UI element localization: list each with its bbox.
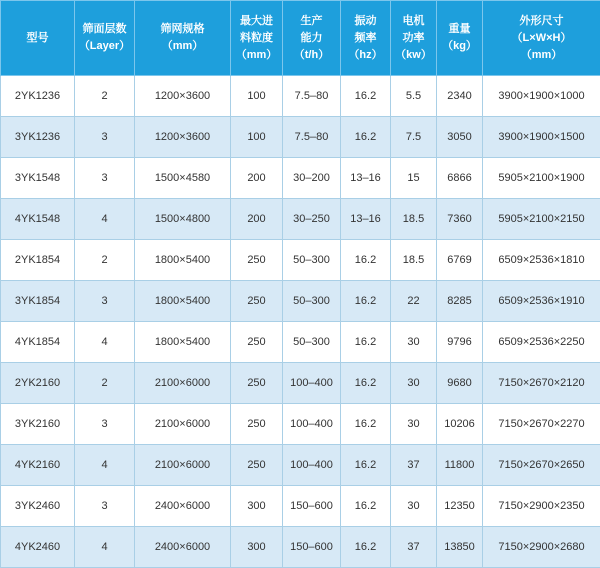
cell-max-feed-size: 100 — [231, 76, 283, 117]
cell-weight: 8285 — [437, 281, 483, 322]
cell-dimensions: 6509×2536×1910 — [483, 281, 600, 322]
cell-frequency: 16.2 — [341, 240, 391, 281]
header-motor-power — [391, 1, 437, 76]
header-layers — [75, 1, 135, 76]
cell-weight: 13850 — [437, 527, 483, 568]
header-line: 功率 — [391, 30, 436, 47]
cell-max-feed-size: 250 — [231, 240, 283, 281]
cell-weight: 12350 — [437, 486, 483, 527]
cell-dimensions: 7150×2670×2120 — [483, 363, 600, 404]
header-line: （kg） — [437, 38, 482, 55]
table-row — [1, 363, 600, 404]
cell-frequency: 16.2 — [341, 281, 391, 322]
cell-screen-size: 2400×6000 — [135, 486, 231, 527]
cell-capacity: 30–250 — [283, 199, 341, 240]
cell-screen-size: 1800×5400 — [135, 240, 231, 281]
cell-max-feed-size: 100 — [231, 117, 283, 158]
header-line: 频率 — [341, 30, 390, 47]
cell-model: 3YK2460 — [1, 486, 75, 527]
cell-max-feed-size: 250 — [231, 445, 283, 486]
header-line: 最大进 — [231, 13, 282, 30]
header-capacity — [283, 1, 341, 76]
cell-max-feed-size: 200 — [231, 199, 283, 240]
cell-weight: 9680 — [437, 363, 483, 404]
cell-layers: 2 — [75, 76, 135, 117]
header-line: （mm） — [135, 38, 230, 55]
header-weight — [437, 1, 483, 76]
cell-frequency: 16.2 — [341, 76, 391, 117]
cell-dimensions: 7150×2670×2270 — [483, 404, 600, 445]
cell-model: 2YK2160 — [1, 363, 75, 404]
table-row — [1, 117, 600, 158]
header-line: （Layer） — [75, 38, 134, 55]
cell-frequency: 13–16 — [341, 199, 391, 240]
cell-capacity: 150–600 — [283, 527, 341, 568]
header-dimensions — [483, 1, 600, 76]
cell-model: 3YK2160 — [1, 404, 75, 445]
cell-model: 2YK1236 — [1, 76, 75, 117]
cell-frequency: 16.2 — [341, 117, 391, 158]
cell-weight: 10206 — [437, 404, 483, 445]
cell-motor-power: 30 — [391, 486, 437, 527]
header-line: 电机 — [391, 13, 436, 30]
cell-max-feed-size: 200 — [231, 158, 283, 199]
cell-max-feed-size: 250 — [231, 281, 283, 322]
cell-dimensions: 3900×1900×1500 — [483, 117, 600, 158]
cell-capacity: 50–300 — [283, 322, 341, 363]
cell-screen-size: 2400×6000 — [135, 527, 231, 568]
header-line: 型号 — [1, 30, 74, 47]
table-body — [1, 76, 600, 568]
cell-model: 4YK1548 — [1, 199, 75, 240]
header-frequency — [341, 1, 391, 76]
cell-layers: 3 — [75, 404, 135, 445]
header-max-feed-size — [231, 1, 283, 76]
cell-motor-power: 37 — [391, 527, 437, 568]
cell-layers: 3 — [75, 158, 135, 199]
header-line: 外形尺寸 — [483, 13, 600, 30]
table-row — [1, 76, 600, 117]
table-row — [1, 158, 600, 199]
cell-layers: 3 — [75, 281, 135, 322]
cell-capacity: 50–300 — [283, 240, 341, 281]
cell-motor-power: 30 — [391, 363, 437, 404]
cell-layers: 2 — [75, 240, 135, 281]
cell-max-feed-size: 300 — [231, 527, 283, 568]
header-line: 能力 — [283, 30, 340, 47]
cell-screen-size: 1800×5400 — [135, 322, 231, 363]
cell-capacity: 100–400 — [283, 404, 341, 445]
cell-model: 3YK1854 — [1, 281, 75, 322]
header-model — [1, 1, 75, 76]
cell-model: 4YK2160 — [1, 445, 75, 486]
table-row — [1, 404, 600, 445]
cell-frequency: 16.2 — [341, 322, 391, 363]
cell-motor-power: 37 — [391, 445, 437, 486]
table-row — [1, 527, 600, 568]
cell-screen-size: 1500×4580 — [135, 158, 231, 199]
cell-frequency: 16.2 — [341, 363, 391, 404]
table-row — [1, 240, 600, 281]
cell-frequency: 16.2 — [341, 527, 391, 568]
header-line: （t/h） — [283, 47, 340, 64]
cell-screen-size: 1200×3600 — [135, 117, 231, 158]
cell-screen-size: 1500×4800 — [135, 199, 231, 240]
cell-screen-size: 1200×3600 — [135, 76, 231, 117]
cell-capacity: 150–600 — [283, 486, 341, 527]
cell-screen-size: 2100×6000 — [135, 363, 231, 404]
cell-dimensions: 6509×2536×2250 — [483, 322, 600, 363]
cell-frequency: 16.2 — [341, 445, 391, 486]
header-line: （mm） — [231, 47, 282, 64]
cell-max-feed-size: 250 — [231, 363, 283, 404]
table-row — [1, 199, 600, 240]
cell-screen-size: 2100×6000 — [135, 404, 231, 445]
cell-dimensions: 7150×2900×2350 — [483, 486, 600, 527]
cell-capacity: 50–300 — [283, 281, 341, 322]
cell-dimensions: 3900×1900×1000 — [483, 76, 600, 117]
cell-model: 4YK2460 — [1, 527, 75, 568]
cell-layers: 3 — [75, 117, 135, 158]
cell-motor-power: 15 — [391, 158, 437, 199]
table-row — [1, 322, 600, 363]
cell-weight: 6769 — [437, 240, 483, 281]
cell-layers: 4 — [75, 445, 135, 486]
cell-layers: 4 — [75, 322, 135, 363]
cell-weight: 9796 — [437, 322, 483, 363]
cell-dimensions: 6509×2536×1810 — [483, 240, 600, 281]
cell-dimensions: 7150×2900×2680 — [483, 527, 600, 568]
header-line: （L×W×H） — [483, 30, 600, 47]
cell-dimensions: 5905×2100×1900 — [483, 158, 600, 199]
cell-model: 4YK1854 — [1, 322, 75, 363]
cell-weight: 11800 — [437, 445, 483, 486]
cell-screen-size: 2100×6000 — [135, 445, 231, 486]
cell-layers: 4 — [75, 527, 135, 568]
cell-capacity: 100–400 — [283, 363, 341, 404]
cell-layers: 3 — [75, 486, 135, 527]
cell-weight: 7360 — [437, 199, 483, 240]
cell-motor-power: 18.5 — [391, 240, 437, 281]
cell-capacity: 100–400 — [283, 445, 341, 486]
cell-max-feed-size: 250 — [231, 322, 283, 363]
cell-motor-power: 22 — [391, 281, 437, 322]
cell-layers: 4 — [75, 199, 135, 240]
header-line: 重量 — [437, 21, 482, 38]
cell-motor-power: 30 — [391, 322, 437, 363]
cell-weight: 3050 — [437, 117, 483, 158]
cell-frequency: 16.2 — [341, 404, 391, 445]
cell-motor-power: 30 — [391, 404, 437, 445]
cell-capacity: 7.5–80 — [283, 117, 341, 158]
cell-model: 3YK1236 — [1, 117, 75, 158]
header-line: （mm） — [483, 47, 600, 64]
header-line: 筛面层数 — [75, 21, 134, 38]
header-row — [1, 1, 600, 76]
cell-capacity: 7.5–80 — [283, 76, 341, 117]
cell-max-feed-size: 250 — [231, 404, 283, 445]
table-row — [1, 445, 600, 486]
header-line: 生产 — [283, 13, 340, 30]
cell-motor-power: 18.5 — [391, 199, 437, 240]
cell-max-feed-size: 300 — [231, 486, 283, 527]
cell-weight: 2340 — [437, 76, 483, 117]
header-line: （kw） — [391, 47, 436, 64]
cell-capacity: 30–200 — [283, 158, 341, 199]
header-line: 料粒度 — [231, 30, 282, 47]
cell-motor-power: 7.5 — [391, 117, 437, 158]
cell-frequency: 13–16 — [341, 158, 391, 199]
cell-dimensions: 7150×2670×2650 — [483, 445, 600, 486]
table-row — [1, 486, 600, 527]
header-screen-size — [135, 1, 231, 76]
header-line: 振动 — [341, 13, 390, 30]
cell-model: 3YK1548 — [1, 158, 75, 199]
cell-weight: 6866 — [437, 158, 483, 199]
cell-motor-power: 5.5 — [391, 76, 437, 117]
table-row — [1, 281, 600, 322]
cell-layers: 2 — [75, 363, 135, 404]
cell-dimensions: 5905×2100×2150 — [483, 199, 600, 240]
header-line: （hz） — [341, 47, 390, 64]
header-line: 筛网规格 — [135, 21, 230, 38]
cell-model: 2YK1854 — [1, 240, 75, 281]
cell-screen-size: 1800×5400 — [135, 281, 231, 322]
cell-frequency: 16.2 — [341, 486, 391, 527]
